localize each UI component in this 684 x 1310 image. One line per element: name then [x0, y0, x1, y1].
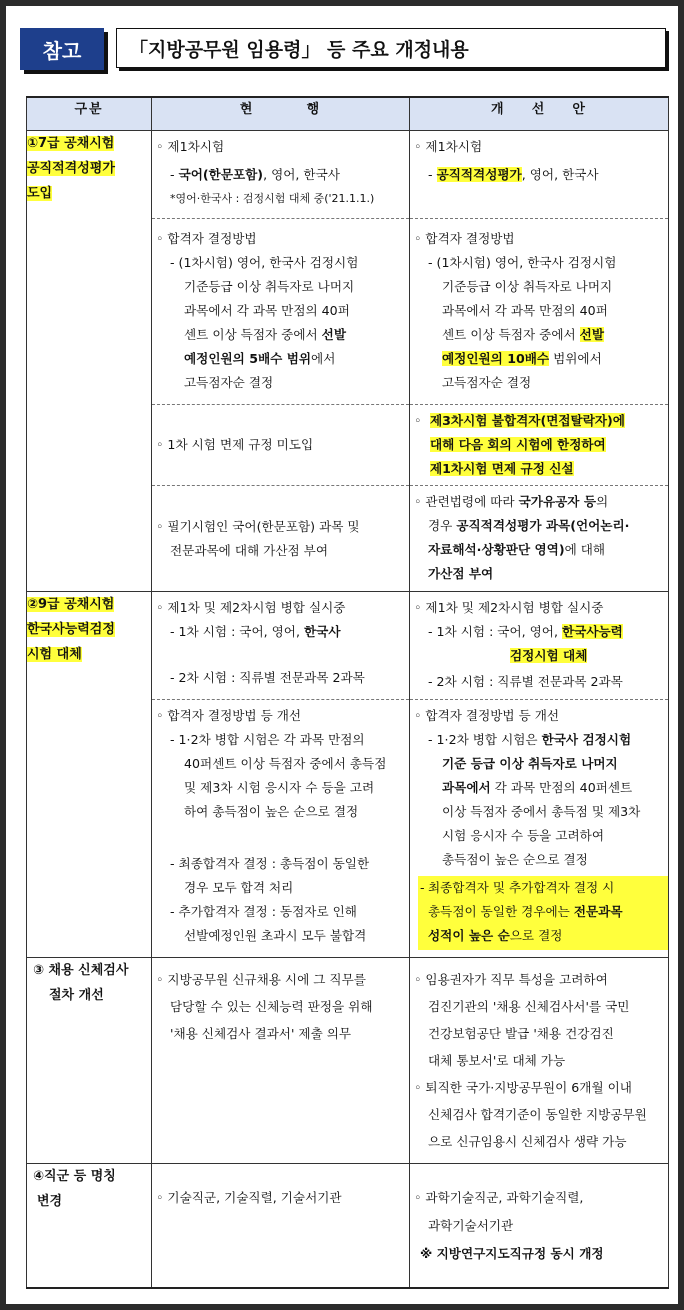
document-header [20, 28, 666, 76]
col-header-proposed: 개 선 안 [410, 97, 669, 131]
current-cell: ◦ 1차 시험 면제 규정 미도입 [152, 405, 410, 486]
document-title: 「지방공무원 임용령」 등 주요 개정내용 [116, 28, 666, 68]
proposed-cell: ◦ 합격자 결정방법 - (1차시험) 영어, 한국사 검정시험 기준등급 이상 취득자로 나머지 과목에서 각 과목 만점의 40퍼 센트 이상 득점자 중에서 선발 예정인원의 10배수 범위에서 고득점자순 결정 [410, 219, 669, 405]
current-cell: ◦ 제1차 및 제2차시험 병합 실시중 - 1차 시험 : 국어, 영어, 한국사 - 2차 시험 : 직류별 전문과목 2과목 [152, 592, 410, 700]
category-cell-job-names: ④직군 등 명칭 변경 [27, 1164, 152, 1288]
current-cell: ◦ 필기시험인 국어(한문포함) 과목 및 전문과목에 대해 가산점 부여 [152, 486, 410, 592]
page-frame [6, 6, 678, 1304]
proposed-cell: ◦ 제1차시험 - 공직적격성평가, 영어, 한국사 [410, 131, 669, 219]
col-header-category: 구분 [27, 97, 152, 131]
table-row [27, 131, 669, 219]
table-row [27, 958, 669, 1164]
current-cell: ◦ 기술직군, 기술직렬, 기술서기관 [152, 1164, 410, 1288]
current-cell: ◦ 지방공무원 신규채용 시에 그 직무를 담당할 수 있는 신체능력 판정을 위해 '채용 신체검사 결과서' 제출 의무 [152, 958, 410, 1164]
category-cell-7th-grade: ①7급 공채시험 공직적격성평가 도입 [27, 131, 152, 592]
amendment-table [26, 96, 669, 1289]
proposed-cell: ◦ 과학기술직군, 과학기술직렬, 과학기술서기관 ※ 지방연구지도직규정 동시 개정 [410, 1164, 669, 1288]
reference-badge: 참고 [20, 28, 104, 70]
col-header-current: 현 행 [152, 97, 410, 131]
proposed-cell: ◦ 제3차시험 불합격자(면접탈락자)에 대해 다음 회의 시험에 한정하여 제1차시험 면제 규정 신설 [410, 405, 669, 486]
table-row [27, 1164, 669, 1288]
category-cell-9th-grade: ②9급 공채시험 한국사능력검정 시험 대체 [27, 592, 152, 958]
table-row [27, 592, 669, 700]
proposed-cell: ◦ 관련법령에 따라 국가유공자 등의 경우 공직적격성평가 과목(언어논리· 자료해석·상황판단 영역)에 대해 가산점 부여 [410, 486, 669, 592]
proposed-cell: ◦ 제1차 및 제2차시험 병합 실시중 - 1차 시험 : 국어, 영어, 한국사능력 검정시험 대체 - 2차 시험 : 직류별 전문과목 2과목 [410, 592, 669, 700]
current-cell: ◦ 합격자 결정방법 - (1차시험) 영어, 한국사 검정시험 기준등급 이상 취득자로 나머지 과목에서 각 과목 만점의 40퍼 센트 이상 득점자 중에서 선발 예정인원의 5배수 범위에서 고득점자순 결정 [152, 219, 410, 405]
category-cell-health-check: ③ 채용 신체검사 절차 개선 [27, 958, 152, 1164]
current-cell: ◦ 제1차시험 - 국어(한문포함), 영어, 한국사 *영어·한국사 : 검정시험 대체 중('21.1.1.) [152, 131, 410, 219]
current-cell: ◦ 합격자 결정방법 등 개선 - 1·2차 병합 시험은 각 과목 만점의 40퍼센트 이상 득점자 중에서 총득점 및 제3차 시험 응시자 수 등을 고려 하여 총득점이 높은 순으로 결정 - 최종합격자 결정 : 총득점이 동일한 경우 모두 합격 처리 - 추가합격자 결정 : 동점자로 인해 선발예정인원 초과시 모두 불합격 [152, 700, 410, 958]
proposed-cell: ◦ 임용권자가 직무 특성을 고려하여 검진기관의 '채용 신체검사서'를 국민 건강보험공단 발급 '채용 건강검진 대체 통보서'로 대체 가능 ◦ 퇴직한 국가·지방공무원이 6개월 이내 신체검사 합격기준이 동일한 지방공무원 으로 신규임용시 신체검사 생략 가능 [410, 958, 669, 1164]
proposed-cell: ◦ 합격자 결정방법 등 개선 - 1·2차 병합 시험은 한국사 검정시험 기준 등급 이상 취득자로 나머지 과목에서 각 과목 만점의 40퍼센트 이상 득점자 중에서 총득점 및 제3차 시험 응시자 수 등을 고려하여 총득점이 높은 순으로 결정 - 최종합격자 및 추가합격자 결정 시 총득점이 동일한 경우에는 전문과목 성적이 높은 순으로 결정 [410, 700, 669, 958]
